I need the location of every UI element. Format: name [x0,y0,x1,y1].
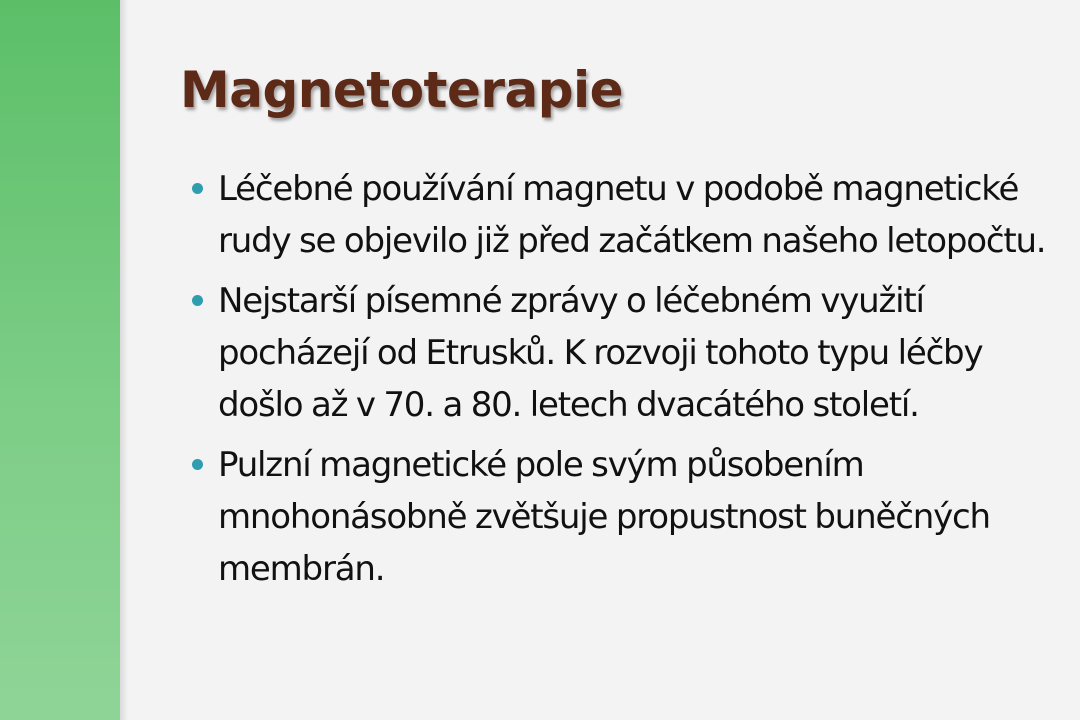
bullet-dot-icon [192,459,203,470]
bullet-item [192,439,1052,595]
slide-title: Magnetoterapie [180,61,624,119]
side-decor-bar [0,0,120,720]
bullet-text: Léčebné používání magnetu v podobě magnetické rudy se objevilo již před začátkem našeho letopočtu. [218,169,1046,261]
bullet-item [192,163,1052,267]
bullet-text: Nejstarší písemné zprávy o léčebném využití pocházejí od Etrusků. K rozvoji tohoto typu léčby došlo až v 70. a 80. letech dvacátého století. [218,281,983,425]
bullet-dot-icon [192,295,203,306]
bullet-text: Pulzní magnetické pole svým působením mnohonásobně zvětšuje propustnost buněčných membrán. [218,445,990,589]
bullet-item [192,275,1052,431]
bullet-dot-icon [192,183,203,194]
bullet-list [192,163,1052,603]
